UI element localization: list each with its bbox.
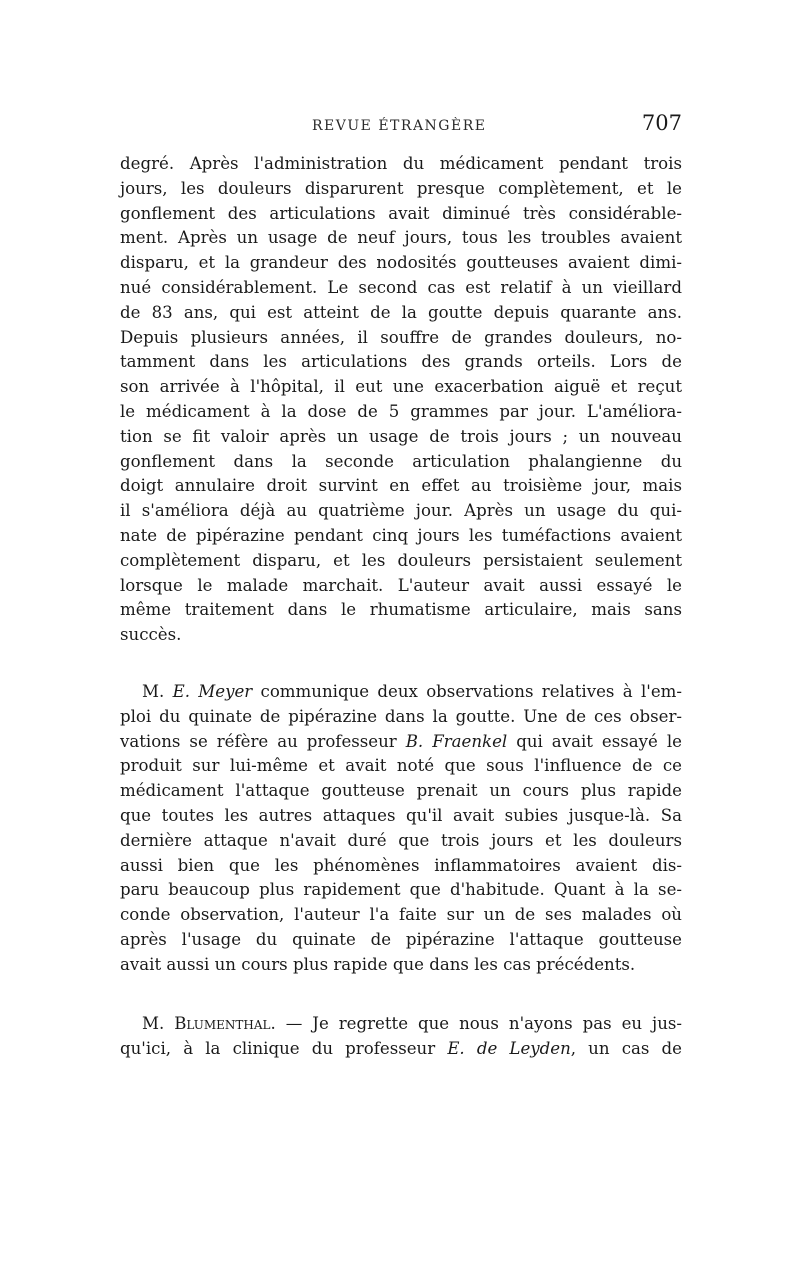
text-line: de 83 ans, qui est atteint de la goutte depuis quarante ans. (120, 302, 682, 322)
speaker-name: Blumenthal (174, 1014, 271, 1033)
honorific: M. (142, 682, 173, 701)
text-line: doigt annulaire droit survint en effet au troisième jour, mais (120, 476, 682, 496)
text-line (120, 1012, 682, 1037)
text-line: après l'usage du quinate de pipérazine l'attaque goutteuse (120, 929, 682, 949)
author-name: E. Meyer (172, 682, 253, 701)
text-line: le médicament à la dose de 5 grammes par jour. L'améliora- (120, 401, 682, 421)
running-header (120, 111, 682, 139)
text-line: complètement disparu, et les douleurs persistaient seulement (120, 550, 682, 570)
text-line: gonflement des articulations avait diminué très considérable- (120, 203, 682, 223)
text-line: nué considérablement. Le second cas est relatif à un vieillard (120, 277, 682, 297)
text-line: degré. Après l'administration du médicament pendant trois (120, 154, 682, 173)
text-line (120, 1037, 682, 1062)
text-fragment: vations se réfère au professeur (120, 731, 406, 751)
page-number: 707 (641, 111, 682, 135)
text-line: dernière attaque n'avait duré que trois jours et les douleurs (120, 830, 682, 850)
text-fragment: communique deux observations relatives à l'em- (252, 682, 682, 701)
text-line: il s'améliora déjà au quatrième jour. Après un usage du qui- (120, 501, 682, 521)
text-line: lorsque le malade marchait. L'auteur avait aussi essayé le (120, 575, 682, 595)
text-line: aussi bien que les phénomènes inflammatoires avaient dis- (120, 855, 682, 875)
text-fragment: qui avait essayé le (507, 731, 682, 751)
text-line: Depuis plusieurs années, il souffre de grandes douleurs, no- (120, 327, 682, 347)
text-line (120, 730, 682, 755)
text-line: avait aussi un cours plus rapide que dans les cas précédents. (120, 954, 636, 974)
professor-name: E. de Leyden (447, 1038, 571, 1058)
text-line: produit sur lui-même et avait noté que sous l'influence de ce (120, 756, 682, 776)
text-line: tamment dans les articulations des grands orteils. Lors de (120, 352, 682, 372)
text-line: son arrivée à l'hôpital, il eut une exacerbation aiguë et reçut (120, 377, 682, 397)
paragraph-2 (120, 680, 682, 978)
text-line: même traitement dans le rhumatisme articulaire, mais sans (120, 600, 682, 620)
text-line: conde observation, l'auteur l'a faite sur un de ses malades où (120, 905, 682, 925)
text-line: succès. (120, 625, 182, 645)
text-line: nate de pipérazine pendant cinq jours les tuméfactions avaient (120, 525, 682, 545)
paragraph-1 (120, 152, 682, 648)
text-line: ploi du quinate de pipérazine dans la goutte. Une de ces obser- (120, 706, 682, 726)
text-line: gonflement dans la seconde articulation phalangienne du (120, 451, 682, 471)
text-line: disparu, et la grandeur des nodosités goutteuses avaient dimi- (120, 253, 682, 273)
text-line: tion se fit valoir après un usage de trois jours ; un nouveau (120, 426, 682, 446)
text-line: que toutes les autres attaques qu'il avait subies jusque-là. Sa (120, 805, 682, 825)
professor-name: B. Fraenkel (405, 731, 508, 751)
text-line: ment. Après un usage de neuf jours, tous les troubles avaient (120, 228, 682, 248)
running-head-title: REVUE ÉTRANGÈRE (312, 118, 487, 134)
text-fragment: . — Je regrette que nous n'ayons pas eu jus- (270, 1014, 682, 1033)
paragraph-3 (120, 1012, 682, 1062)
text-line (120, 680, 682, 705)
text-line: paru beaucoup plus rapidement que d'habitude. Quant à la se- (120, 880, 682, 900)
honorific: M. (142, 1014, 175, 1033)
text-line: jours, les douleurs disparurent presque complètement, et le (120, 178, 682, 198)
text-line: médicament l'attaque goutteuse prenait un cours plus rapide (120, 781, 682, 801)
text-fragment: qu'ici, à la clinique du professeur (120, 1038, 448, 1058)
text-fragment: , un cas de (570, 1038, 682, 1058)
